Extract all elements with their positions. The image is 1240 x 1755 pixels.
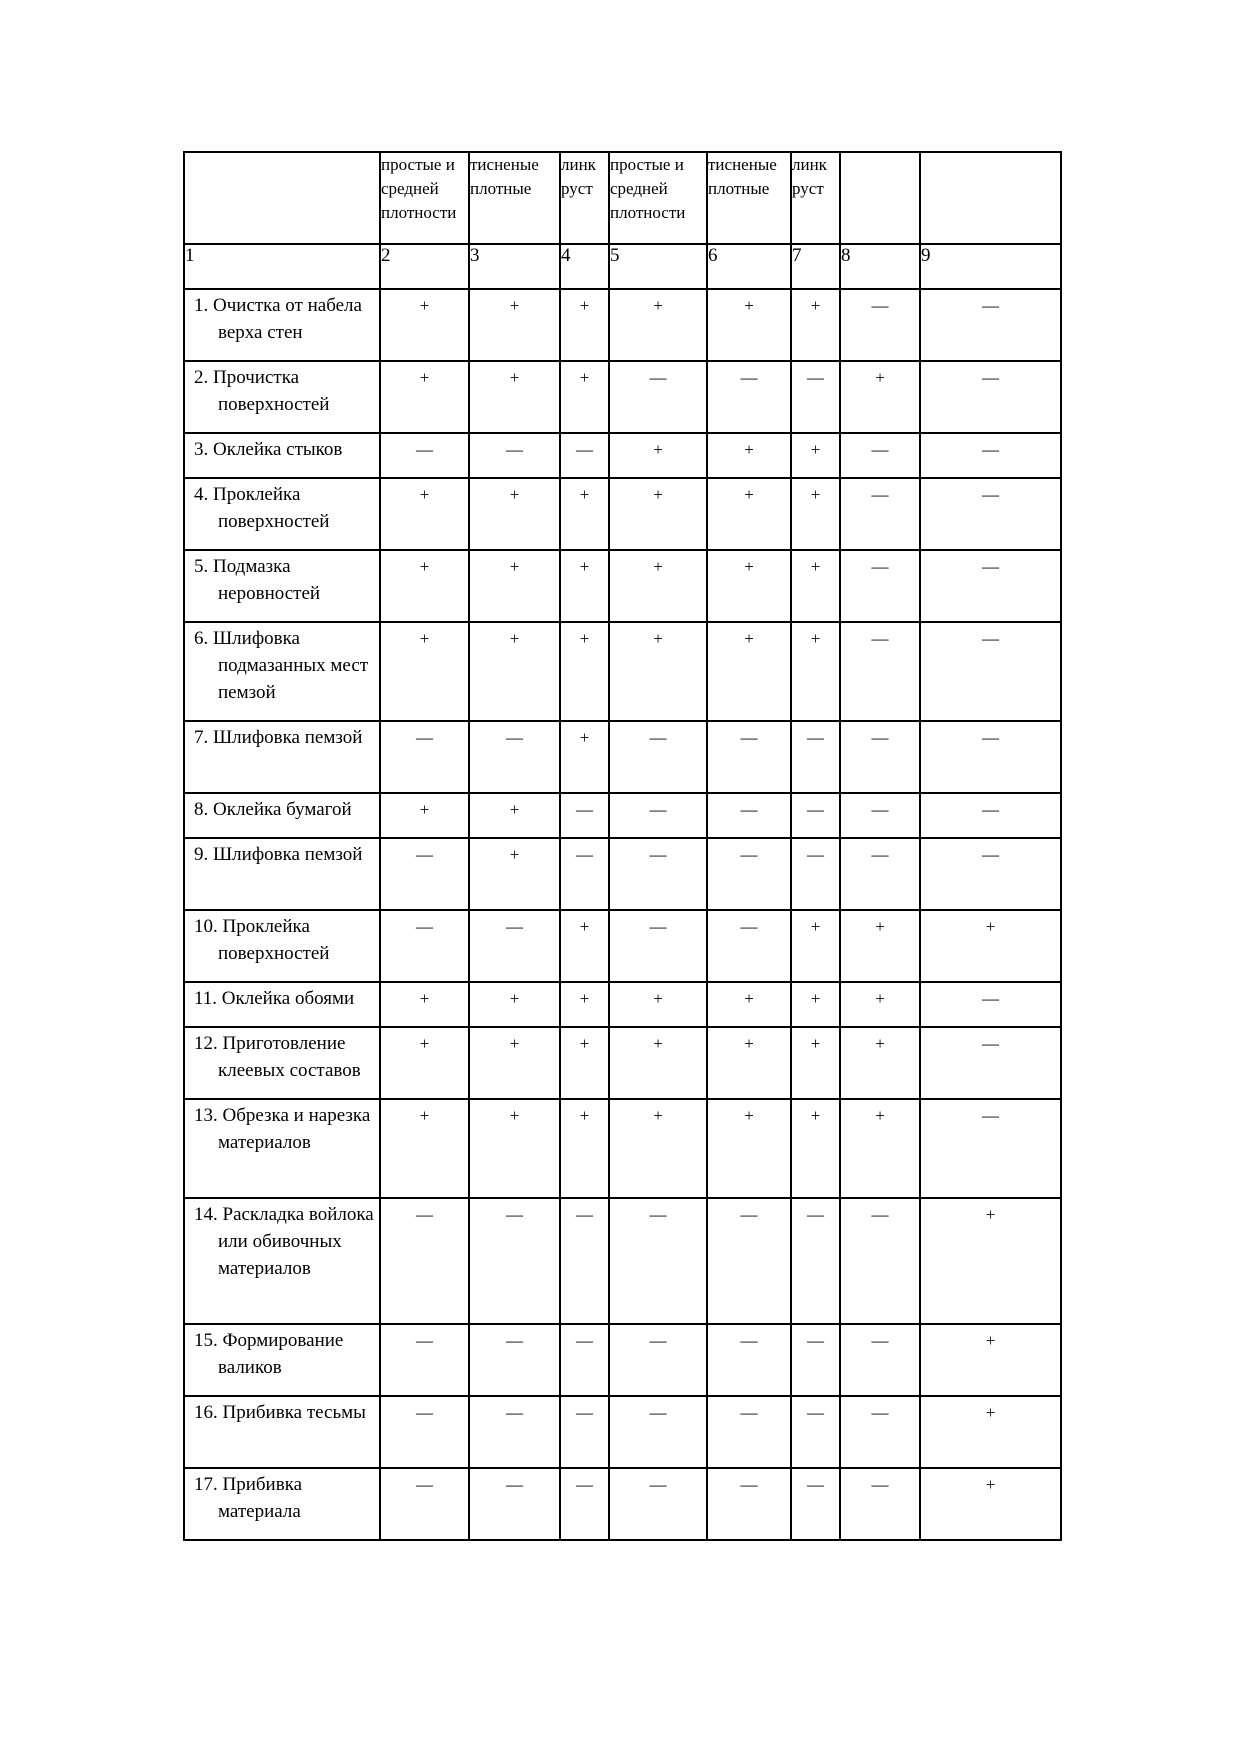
mark-cell: — <box>791 1324 840 1396</box>
mark-cell: — <box>920 550 1061 622</box>
operation-label: 3. Оклейка стыков <box>194 439 343 460</box>
mark-cell: — <box>840 1198 920 1324</box>
mark-cell: — <box>380 1396 469 1468</box>
mark-cell: + <box>920 910 1061 982</box>
mark-cell: — <box>920 721 1061 793</box>
mark-cell: — <box>791 793 840 838</box>
mark-cell: — <box>920 433 1061 478</box>
table-row <box>184 361 1061 433</box>
operation-label: 16. Прибивка тесьмы <box>194 1402 366 1423</box>
mark-cell: — <box>791 721 840 793</box>
mark-cell: — <box>609 793 707 838</box>
operation-label: 14. Раскладка войлока или обивочных материалов <box>194 1204 374 1279</box>
mark-cell: — <box>380 721 469 793</box>
table-row <box>184 1027 1061 1099</box>
table-row <box>184 1099 1061 1198</box>
mark-cell: — <box>920 622 1061 721</box>
mark-cell: + <box>920 1396 1061 1468</box>
operation-label: 13. Обрезка и нарезка материалов <box>194 1105 371 1153</box>
operation-label: 15. Формирование валиков <box>194 1330 344 1378</box>
mark-cell: + <box>707 622 791 721</box>
table-row <box>184 721 1061 793</box>
mark-cell: — <box>707 361 791 433</box>
mark-cell: — <box>920 838 1061 910</box>
operation-label: 5. Подмазка неровностей <box>194 556 321 604</box>
mark-cell: + <box>707 433 791 478</box>
mark-cell: — <box>791 361 840 433</box>
mark-cell: — <box>791 838 840 910</box>
mark-cell: + <box>469 361 560 433</box>
mark-cell: + <box>609 550 707 622</box>
mark-cell: — <box>380 1324 469 1396</box>
operation-name <box>184 838 380 910</box>
mark-cell: — <box>920 1099 1061 1198</box>
mark-cell: + <box>791 622 840 721</box>
operation-name <box>184 289 380 361</box>
operation-name <box>184 433 380 478</box>
mark-cell: + <box>469 1027 560 1099</box>
mark-cell: + <box>560 1099 609 1198</box>
column-number: 1 <box>184 244 380 289</box>
mark-cell: + <box>560 478 609 550</box>
table-row <box>184 622 1061 721</box>
mark-cell: + <box>469 289 560 361</box>
mark-cell: + <box>469 478 560 550</box>
mark-cell: — <box>840 1468 920 1540</box>
mark-cell: — <box>920 289 1061 361</box>
mark-cell: — <box>840 721 920 793</box>
table-row <box>184 433 1061 478</box>
mark-cell: + <box>469 550 560 622</box>
mark-cell: + <box>609 289 707 361</box>
mark-cell: — <box>560 1198 609 1324</box>
mark-cell: — <box>840 433 920 478</box>
mark-cell: — <box>840 622 920 721</box>
operation-name <box>184 982 380 1027</box>
column-number: 4 <box>560 244 609 289</box>
table-row <box>184 1396 1061 1468</box>
mark-cell: + <box>560 1027 609 1099</box>
mark-cell: — <box>469 1468 560 1540</box>
mark-cell: + <box>560 982 609 1027</box>
operation-label: 2. Прочистка поверхностей <box>194 367 330 415</box>
mark-cell: + <box>380 550 469 622</box>
mark-cell: — <box>609 1468 707 1540</box>
mark-cell: + <box>920 1468 1061 1540</box>
operation-label: 8. Оклейка бумагой <box>194 799 352 820</box>
mark-cell: — <box>560 793 609 838</box>
mark-cell: + <box>469 838 560 910</box>
operation-name <box>184 1198 380 1324</box>
mark-cell: — <box>840 289 920 361</box>
table-row <box>184 1198 1061 1324</box>
mark-cell: + <box>791 982 840 1027</box>
operation-rows <box>184 289 1061 1540</box>
mark-cell: + <box>560 622 609 721</box>
column-number: 3 <box>469 244 560 289</box>
header-cell: простые и средней плотности <box>380 152 469 244</box>
mark-cell: + <box>560 721 609 793</box>
mark-cell: + <box>560 910 609 982</box>
mark-cell: + <box>380 982 469 1027</box>
table-row <box>184 1324 1061 1396</box>
mark-cell: + <box>840 910 920 982</box>
mark-cell: + <box>707 1027 791 1099</box>
mark-cell: — <box>791 1468 840 1540</box>
header-cell: линк руст <box>560 152 609 244</box>
header-cell: линк руст <box>791 152 840 244</box>
operation-name <box>184 910 380 982</box>
mark-cell: — <box>469 721 560 793</box>
mark-cell: + <box>791 550 840 622</box>
mark-cell: + <box>609 1099 707 1198</box>
operation-name <box>184 550 380 622</box>
operation-label: 6. Шлифовка подмазанных мест пемзой <box>194 628 369 703</box>
column-number: 2 <box>380 244 469 289</box>
header-row <box>184 152 1061 244</box>
mark-cell: + <box>920 1198 1061 1324</box>
mark-cell: — <box>920 793 1061 838</box>
mark-cell: + <box>920 1324 1061 1396</box>
operation-label: 11. Оклейка обоями <box>194 988 355 1009</box>
mark-cell: — <box>707 838 791 910</box>
mark-cell: — <box>707 1468 791 1540</box>
mark-cell: + <box>380 793 469 838</box>
operation-label: 10. Проклейка поверхностей <box>194 916 330 964</box>
mark-cell: — <box>840 1396 920 1468</box>
mark-cell: + <box>791 910 840 982</box>
mark-cell: — <box>791 1198 840 1324</box>
column-number: 9 <box>920 244 1061 289</box>
mark-cell: + <box>469 622 560 721</box>
mark-cell: — <box>469 1324 560 1396</box>
mark-cell: + <box>707 550 791 622</box>
table-row <box>184 550 1061 622</box>
operation-label: 17. Прибивка материала <box>194 1474 303 1522</box>
mark-cell: + <box>609 478 707 550</box>
mark-cell: — <box>791 1396 840 1468</box>
column-number: 6 <box>707 244 791 289</box>
mark-cell: — <box>560 433 609 478</box>
mark-cell: — <box>560 838 609 910</box>
operation-name <box>184 622 380 721</box>
mark-cell: — <box>840 838 920 910</box>
mark-cell: + <box>560 361 609 433</box>
mark-cell: + <box>469 982 560 1027</box>
mark-cell: — <box>560 1396 609 1468</box>
mark-cell: — <box>560 1468 609 1540</box>
mark-cell: + <box>840 1027 920 1099</box>
mark-cell: — <box>469 1198 560 1324</box>
mark-cell: + <box>380 622 469 721</box>
column-number: 8 <box>840 244 920 289</box>
mark-cell: + <box>791 433 840 478</box>
mark-cell: + <box>560 550 609 622</box>
table-row <box>184 1468 1061 1540</box>
mark-cell: + <box>469 793 560 838</box>
header-cell: тисненые плотные <box>707 152 791 244</box>
header-cell <box>920 152 1061 244</box>
table-row <box>184 982 1061 1027</box>
mark-cell: — <box>469 433 560 478</box>
mark-cell: — <box>560 1324 609 1396</box>
mark-cell: — <box>840 1324 920 1396</box>
mark-cell: + <box>707 289 791 361</box>
header-cell <box>184 152 380 244</box>
operation-name <box>184 1468 380 1540</box>
mark-cell: — <box>380 1468 469 1540</box>
mark-cell: — <box>840 478 920 550</box>
mark-cell: + <box>609 1027 707 1099</box>
table-row <box>184 289 1061 361</box>
mark-cell: — <box>609 1198 707 1324</box>
mark-cell: + <box>791 1099 840 1198</box>
operation-name <box>184 1027 380 1099</box>
mark-cell: — <box>707 793 791 838</box>
mark-cell: — <box>840 793 920 838</box>
operation-name <box>184 1324 380 1396</box>
operation-name <box>184 721 380 793</box>
mark-cell: + <box>840 982 920 1027</box>
operation-label: 7. Шлифовка пемзой <box>194 727 363 748</box>
operation-name <box>184 1099 380 1198</box>
mark-cell: — <box>609 838 707 910</box>
mark-cell: + <box>380 361 469 433</box>
mark-cell: — <box>469 1396 560 1468</box>
mark-cell: — <box>609 1324 707 1396</box>
mark-cell: — <box>707 1324 791 1396</box>
column-number-row <box>184 244 1061 289</box>
mark-cell: — <box>707 910 791 982</box>
operation-label: 12. Приготовление клеевых составов <box>194 1033 361 1081</box>
mark-cell: + <box>469 1099 560 1198</box>
mark-cell: + <box>560 289 609 361</box>
operation-name <box>184 361 380 433</box>
mark-cell: — <box>920 478 1061 550</box>
mark-cell: + <box>791 289 840 361</box>
mark-cell: — <box>380 838 469 910</box>
mark-cell: + <box>380 289 469 361</box>
mark-cell: + <box>609 622 707 721</box>
mark-cell: — <box>469 910 560 982</box>
table-row <box>184 793 1061 838</box>
mark-cell: + <box>380 478 469 550</box>
mark-cell: — <box>380 910 469 982</box>
mark-cell: — <box>707 721 791 793</box>
mark-cell: — <box>380 433 469 478</box>
header-cell: простые и средней плотности <box>609 152 707 244</box>
operation-name <box>184 793 380 838</box>
table-row <box>184 478 1061 550</box>
mark-cell: — <box>840 550 920 622</box>
mark-cell: — <box>707 1396 791 1468</box>
operation-label: 4. Проклейка поверхностей <box>194 484 330 532</box>
header-cell <box>840 152 920 244</box>
mark-cell: + <box>707 1099 791 1198</box>
mark-cell: + <box>609 982 707 1027</box>
header-cell: тисненые плотные <box>469 152 560 244</box>
mark-cell: + <box>840 361 920 433</box>
mark-cell: — <box>609 361 707 433</box>
mark-cell: + <box>707 478 791 550</box>
mark-cell: — <box>920 1027 1061 1099</box>
mark-cell: — <box>707 1198 791 1324</box>
mark-cell: + <box>380 1099 469 1198</box>
mark-cell: — <box>609 1396 707 1468</box>
mark-cell: + <box>840 1099 920 1198</box>
mark-cell: — <box>920 982 1061 1027</box>
table-row <box>184 838 1061 910</box>
mark-cell: + <box>707 982 791 1027</box>
mark-cell: + <box>791 1027 840 1099</box>
operation-label: 1. Очистка от набела верха стен <box>194 295 362 343</box>
mark-cell: + <box>791 478 840 550</box>
table-row <box>184 910 1061 982</box>
mark-cell: — <box>609 721 707 793</box>
mark-cell: + <box>609 433 707 478</box>
mark-cell: — <box>920 361 1061 433</box>
mark-cell: — <box>380 1198 469 1324</box>
operation-name <box>184 478 380 550</box>
column-number: 7 <box>791 244 840 289</box>
operation-label: 9. Шлифовка пемзой <box>194 844 363 865</box>
mark-cell: — <box>609 910 707 982</box>
operations-table <box>183 151 1062 1541</box>
column-number: 5 <box>609 244 707 289</box>
operation-name <box>184 1396 380 1468</box>
mark-cell: + <box>380 1027 469 1099</box>
